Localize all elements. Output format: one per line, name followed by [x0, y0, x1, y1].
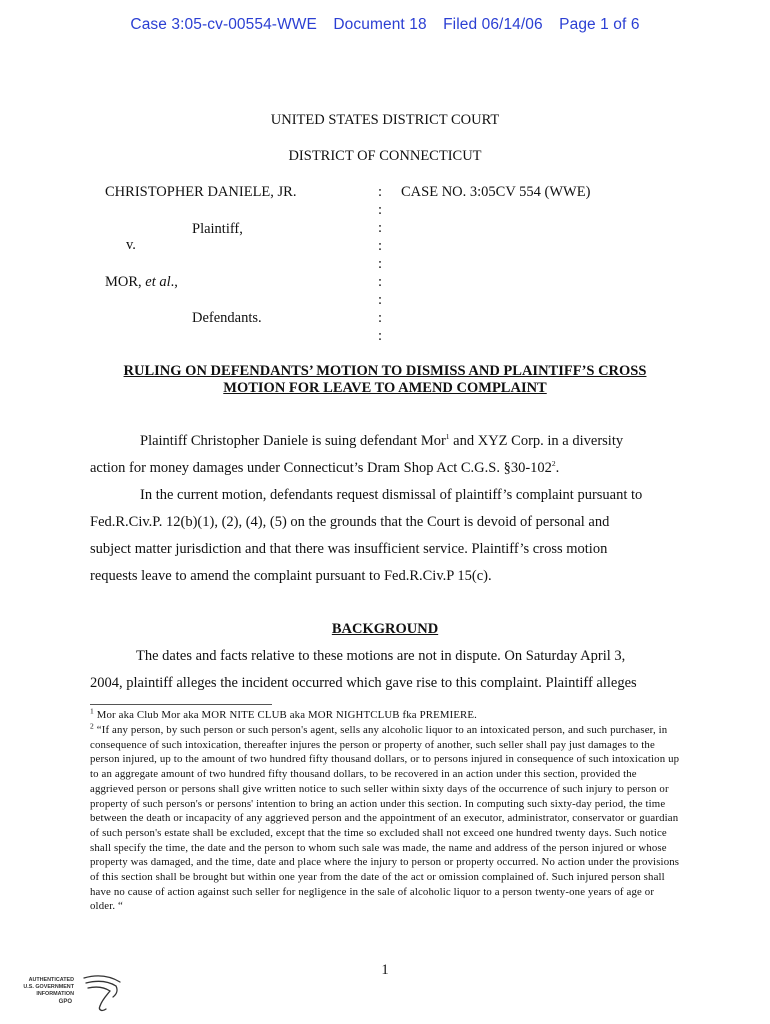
- footnote-1: [90, 708, 680, 723]
- seal-line-2: U.S. GOVERNMENT: [23, 984, 74, 990]
- body-text: action for money damages under Connecticut’s Dram Shop Act C.G.S. §30-102: [90, 460, 552, 476]
- paragraph-2-line-4: requests leave to amend the complaint pursuant to Fed.R.Civ.P 15(c).: [90, 568, 492, 584]
- eagle-icon: [84, 976, 120, 1011]
- caption-colon: :: [378, 202, 383, 218]
- court-name: UNITED STATES DISTRICT COURT: [270, 112, 500, 128]
- footnote-separator: [90, 704, 272, 705]
- ruling-title-line2: MOTION FOR LEAVE TO AMEND COMPLAINT: [223, 380, 547, 396]
- caption-colon: :: [378, 310, 383, 326]
- filed-date-header: Filed 06/14/06: [443, 16, 543, 33]
- paragraph-2-line-3: subject matter jurisdiction and that there was insufficient service. Plaintiff’s cross motion: [90, 541, 608, 557]
- footnote-2: [90, 723, 680, 914]
- page-count-header: Page 1 of 6: [559, 16, 640, 33]
- defendant-name: [105, 274, 178, 291]
- seal-line-1: AUTHENTICATED: [28, 977, 74, 983]
- plaintiff-name: CHRISTOPHER DANIELE, JR.: [105, 184, 297, 200]
- footnote-ref-2: 2: [551, 459, 556, 469]
- versus-label: v.: [126, 237, 136, 253]
- defendant-etal: et al: [145, 274, 171, 290]
- caption-colon: :: [378, 256, 383, 272]
- seal-line-3: INFORMATION: [36, 991, 74, 997]
- caption-colon: :: [378, 328, 383, 344]
- seal-line-4: GPO: [58, 999, 72, 1005]
- paragraph-1-line-1: [140, 433, 623, 450]
- caption-colon: :: [378, 220, 383, 236]
- defendant-name-suffix: .,: [170, 274, 178, 290]
- caption-colon: :: [378, 292, 383, 308]
- footnote-2-text: “If any person, by such person or such person's agent, sells any alcoholic liquor to an intoxicated person, and such purchaser, in consequence of such intoxication, thereafter injures the person or property of another, such seller shall pay just damages to the person injured, up to the amount of two hundred fifty thousand dollars, or to persons injured in consequence of such intoxication up to an aggregate amount of two hundred fifty thousand dollars, to be recovered in an action under this section, provided the aggrieved person or persons shall give written notice to such seller within sixty days of the occurrence of such injury to person or property of such person's or persons' intention to bring an action under this section. In computing such sixty-day period, the time between the death or incapacity of any aggrieved person and the appointment of an executor, administrator, conservator or guardian of such person's estate shall be excluded, except that the time so excluded shall not exceed one hundred twenty days. Such notice shall specify the time, the date and the person to whom such sale was made, the name and address of the person injured or whose property was damaged, and the time, date and place where the injury to person or property occurred. No action under the provisions of this section shall be brought but within one year from the date of the act or omission complained of. Such injured person shall have no cause of action against such seller for negligence in the sale of alcoholic liquor to a person twenty-one years of age or older. “: [90, 724, 680, 913]
- case-number-caption: CASE NO. 3:05CV 554 (WWE): [401, 184, 591, 200]
- gpo-authentication-seal: [23, 972, 132, 1016]
- background-heading: BACKGROUND: [331, 621, 439, 637]
- paragraph-3-line-2: 2004, plaintiff alleges the incident occurred which gave rise to this complaint. Plaintiff alleges: [90, 675, 637, 691]
- footnote-2-mark: 2: [90, 721, 94, 731]
- defendant-role: Defendants.: [192, 310, 262, 326]
- case-number-header: Case 3:05-cv-00554-WWE: [130, 16, 317, 33]
- document-number-header: Document 18: [333, 16, 427, 33]
- body-text: and XYZ Corp. in a diversity: [449, 433, 624, 449]
- page-number: 1: [381, 962, 389, 978]
- body-text: Plaintiff Christopher Daniele is suing defendant Mor: [140, 433, 446, 449]
- filing-header: [0, 16, 770, 34]
- caption-colon: :: [378, 238, 383, 254]
- caption-colon: :: [378, 274, 383, 290]
- footnote-1-text: Mor aka Club Mor aka MOR NITE CLUB aka MOR NIGHTCLUB fka PREMIERE.: [93, 709, 478, 721]
- defendant-name-text: MOR,: [105, 274, 146, 290]
- paragraph-2-line-1: In the current motion, defendants request dismissal of plaintiff’s complaint pursuant to: [140, 487, 643, 503]
- footnote-1-mark: 1: [90, 706, 94, 716]
- court-district: DISTRICT OF CONNECTICUT: [288, 148, 482, 164]
- ruling-title-line1: RULING ON DEFENDANTS’ MOTION TO DISMISS AND PLAINTIFF’S CROSS: [123, 363, 647, 379]
- plaintiff-role: Plaintiff,: [192, 221, 243, 237]
- footnote-ref-1: 1: [445, 432, 450, 442]
- paragraph-1-line-2: [90, 460, 559, 477]
- caption-colon: :: [378, 184, 383, 200]
- body-text: .: [555, 460, 560, 476]
- paragraph-2-line-2: Fed.R.Civ.P. 12(b)(1), (2), (4), (5) on the grounds that the Court is devoid of personal and: [90, 514, 610, 530]
- paragraph-3-line-1: The dates and facts relative to these motions are not in dispute. On Saturday April 3,: [136, 648, 626, 664]
